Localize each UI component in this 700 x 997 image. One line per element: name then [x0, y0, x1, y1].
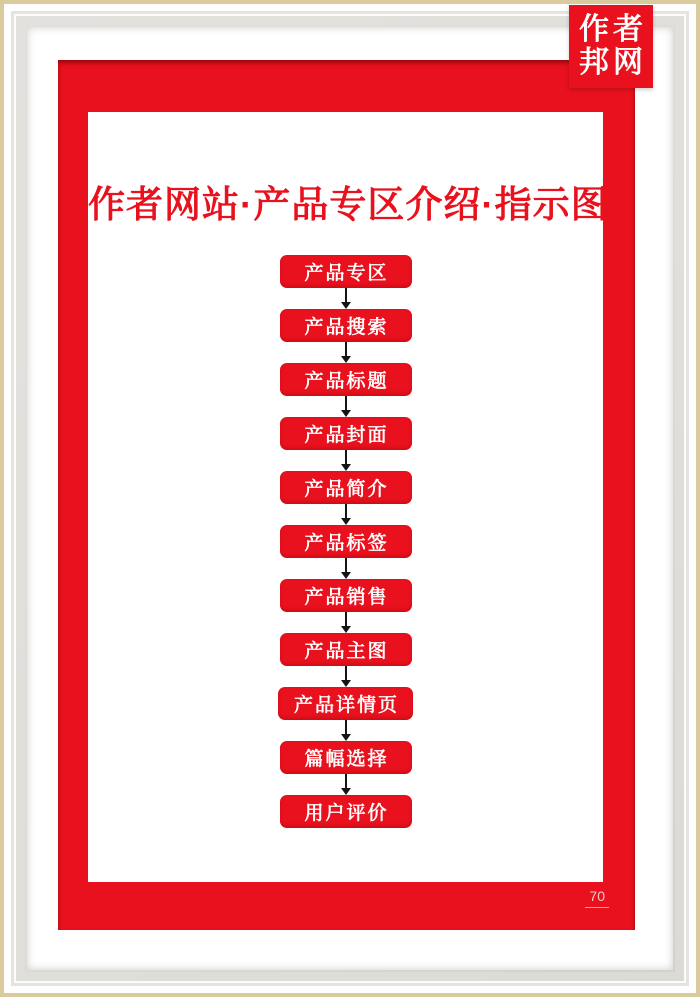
logo-badge [569, 5, 653, 88]
arrow-stem [345, 558, 347, 572]
down-arrow-icon [341, 612, 351, 633]
page-title: 作者网站·产品专区介绍·指示图 [88, 184, 609, 225]
arrow-head [341, 464, 351, 471]
flow-node-7: 产品销售 [280, 579, 412, 612]
arrow-head [341, 572, 351, 579]
arrow-stem [345, 450, 347, 464]
down-arrow-icon [341, 504, 351, 525]
flow-node-6: 产品标签 [280, 525, 412, 558]
flow-node-3: 产品标题 [280, 363, 412, 396]
arrow-head [341, 356, 351, 363]
flowchart [88, 255, 603, 828]
down-arrow-icon [341, 396, 351, 417]
flow-node-2: 产品搜索 [280, 309, 412, 342]
flow-node-8: 产品主图 [280, 633, 412, 666]
flow-node-4: 产品封面 [280, 417, 412, 450]
down-arrow-icon [341, 774, 351, 795]
arrow-stem [345, 612, 347, 626]
arrow-head [341, 734, 351, 741]
flow-node-5: 产品简介 [280, 471, 412, 504]
arrow-stem [345, 396, 347, 410]
down-arrow-icon [341, 720, 351, 741]
arrow-head [341, 518, 351, 525]
arrow-stem [345, 288, 347, 302]
arrow-stem [345, 720, 347, 734]
arrow-stem [345, 342, 347, 356]
logo-text-line1: 作者 [579, 13, 647, 47]
arrow-head [341, 788, 351, 795]
arrow-head [341, 302, 351, 309]
arrow-stem [345, 504, 347, 518]
flow-node-11: 用户评价 [280, 795, 412, 828]
down-arrow-icon [341, 666, 351, 687]
down-arrow-icon [341, 288, 351, 309]
page-number: 70 [585, 888, 609, 908]
flow-node-10: 篇幅选择 [280, 741, 412, 774]
flow-node-1: 产品专区 [280, 255, 412, 288]
arrow-stem [345, 774, 347, 788]
logo-text-line2: 邦网 [579, 45, 647, 79]
flow-node-9: 产品详情页 [278, 687, 413, 720]
arrow-head [341, 626, 351, 633]
down-arrow-icon [341, 450, 351, 471]
red-border [58, 60, 635, 930]
arrow-stem [345, 666, 347, 680]
content-area [88, 112, 609, 882]
down-arrow-icon [341, 342, 351, 363]
arrow-head [341, 680, 351, 687]
arrow-head [341, 410, 351, 417]
down-arrow-icon [341, 558, 351, 579]
